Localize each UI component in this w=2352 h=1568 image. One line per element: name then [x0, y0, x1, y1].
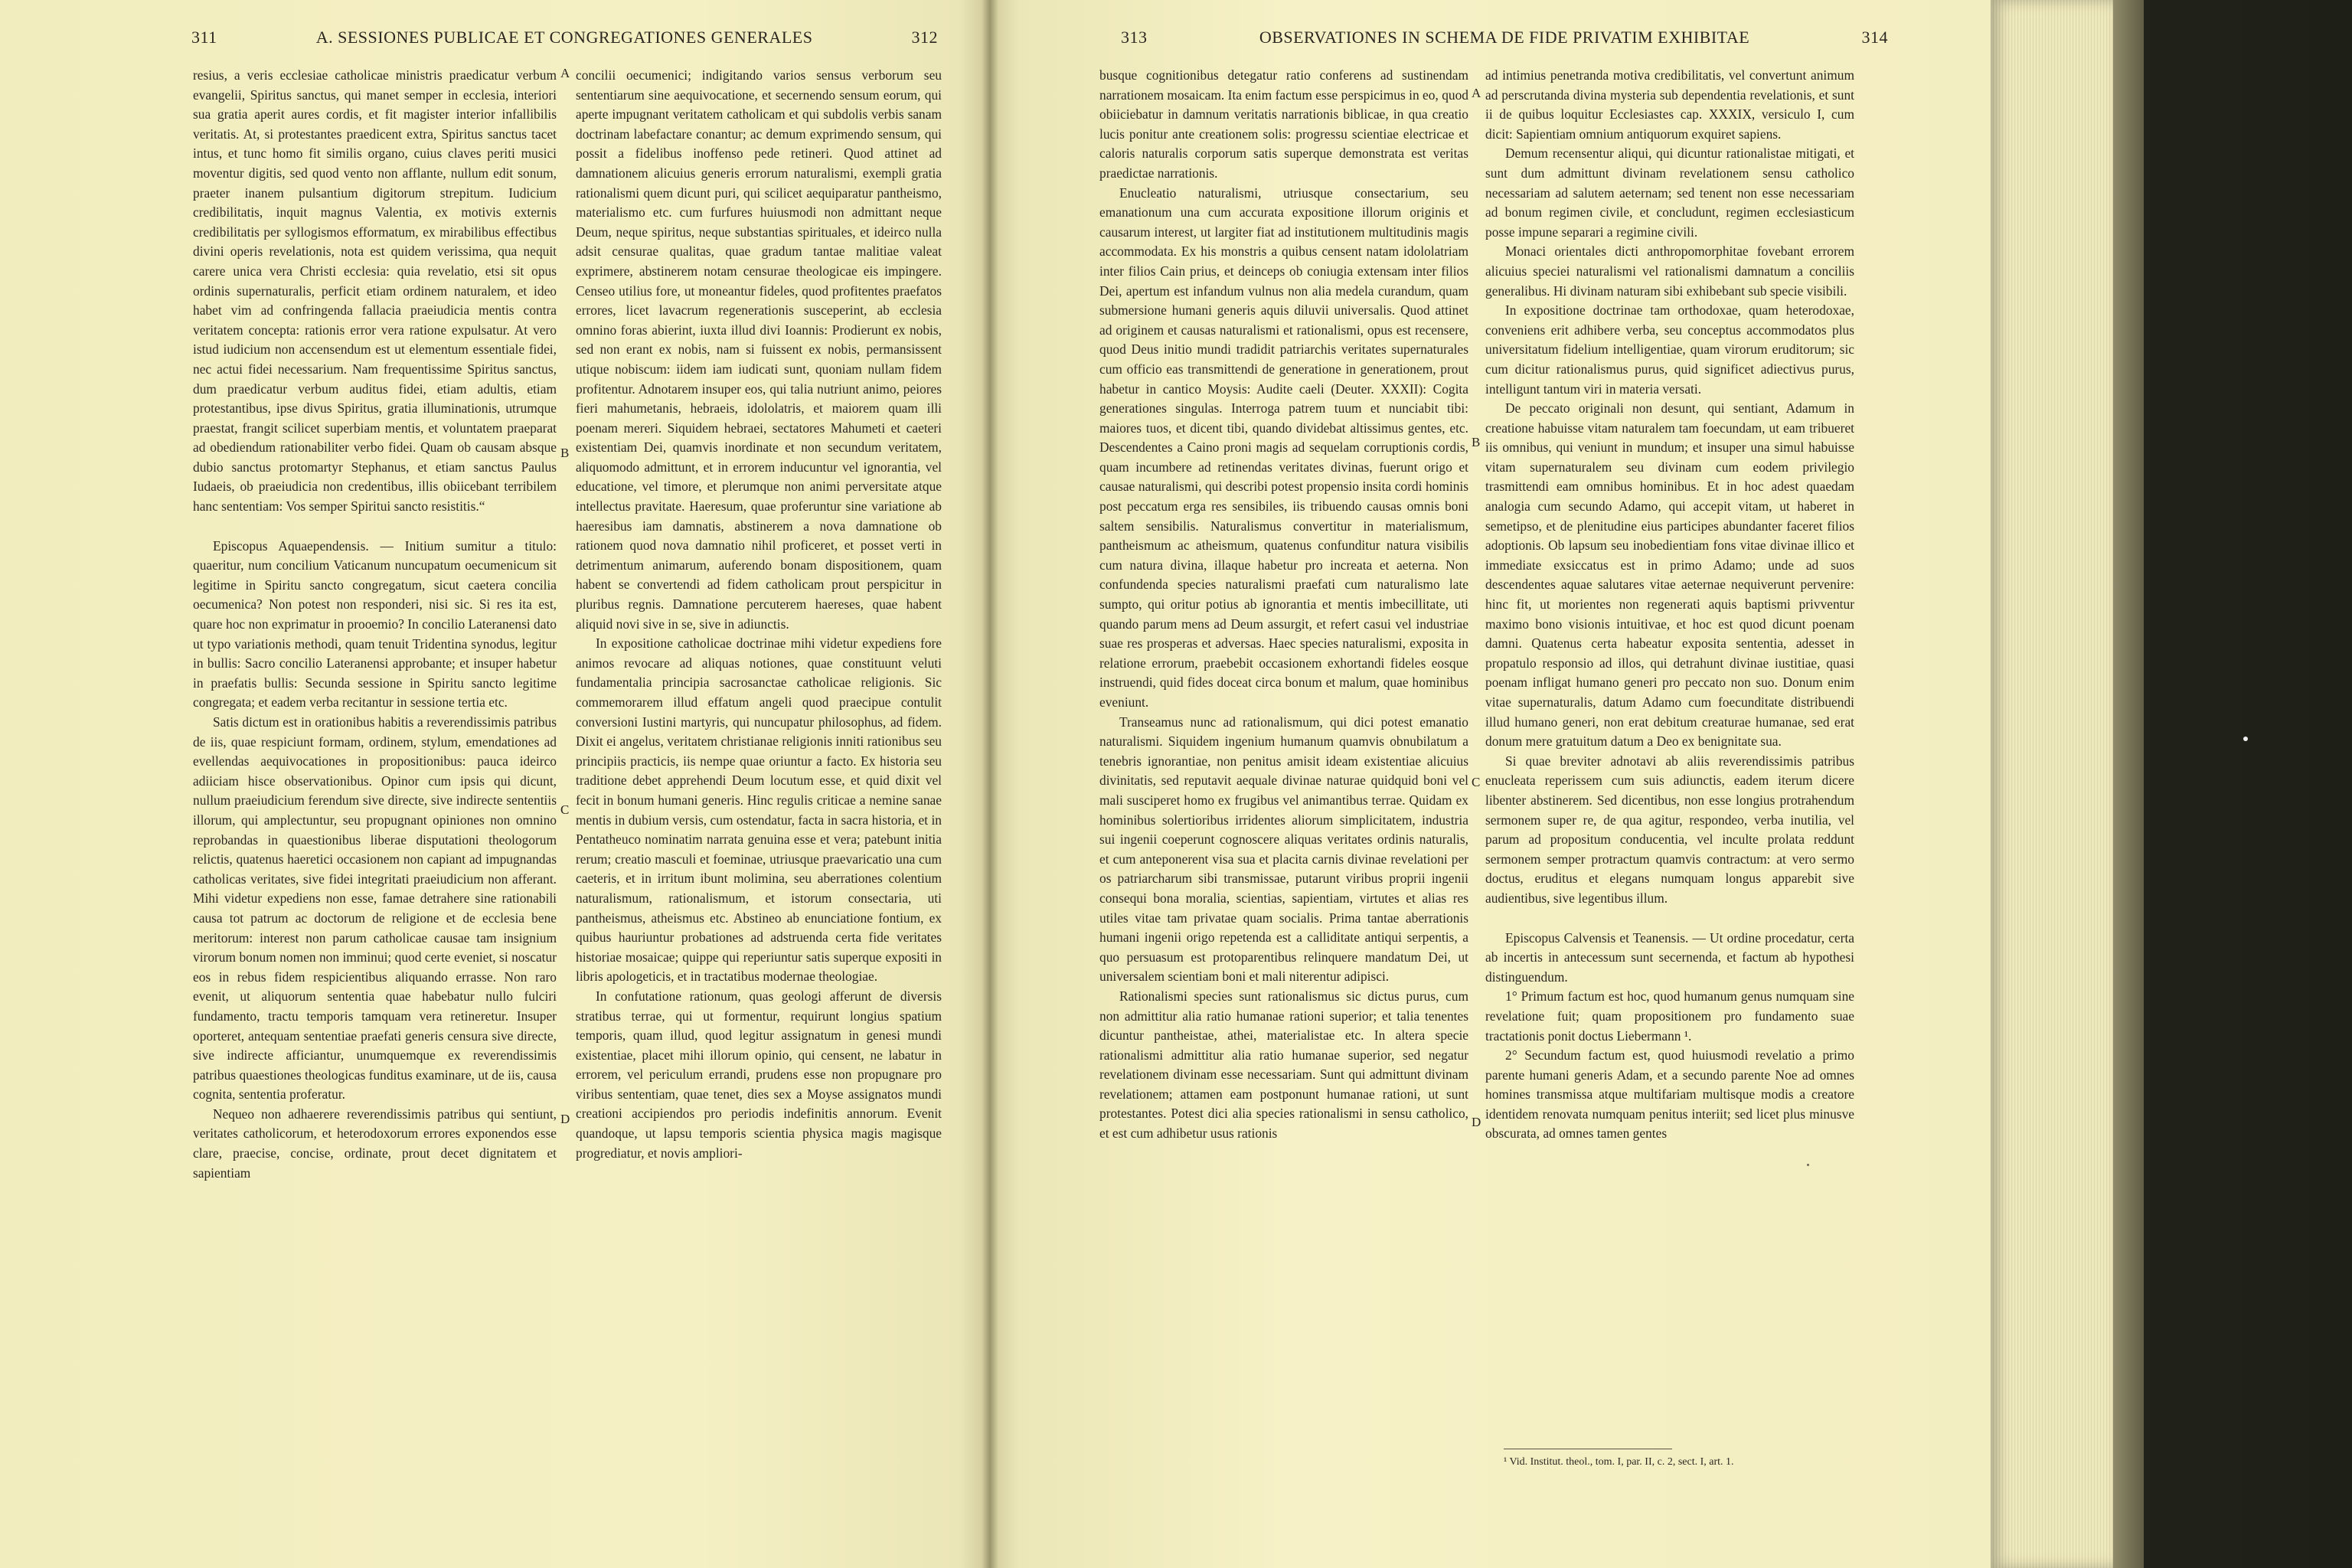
paragraph: ad intimius penetranda motiva credibilitatis, vel convertunt animum ad perscrutanda divina mysteria sub dependentia revelationis, et sunt ii de quibus loquitur Ecclesiastes cap. XXXIX, versiculo I, cum dicit: Sapientiam omnium antiquorum exquiret sapiens.	[1485, 67, 1854, 142]
paragraph: concilii oecumenici; indigitando varios sensus verborum seu sententiarum sine aequivocatione, et secernendo sensum eorum, qui aperte impugnant veritatem catholicam et qui subdolis verbis sanam doctrinam labefactare conantur; ac demum exprimendo sensum, qui possit a fidelibus inoffenso pede retineri. Quod attinet ad damnationem alicuius generis errorum naturalismi, exempli gratia rationalismi quem dicunt puri, qui scilicet aequiparatur pantheismo, materialismo etc. cum furfures huiusmodi non admittant neque Deum, neque spiritus, neque substantias spirituales, et ideirco nulla adsit censurae qualitas, quae gradum tantae malitiae valeat exprimere, abstinerem notam censurae theologicae eis impingere. Censeo utilius fore, ut moneantur fideles, quod profitentes praefatos errores, licet lavacrum regenerationis susceperint, ab ecclesia omnino foras abierint, iuxta illud divi Ioannis: Prodierunt ex nobis, sed non erant ex nobis, nam si fuissent ex nobis, permansissent utique nobiscum: iidem iam iudicati sunt, quoniam nullam fidem profitentur. Adnotarem insuper eos, qui talia nutriunt animo, peiores fieri mahumetanis, hebraeis, idololatris, et maiorem quam illi poenam mereri. Siquidem hebraei, sectatores Mahumeti et caeteri existentiam Dei, quamvis inordinate et non secundum veritatem, aliquomodo admittunt, et in errorem inducuntur vel ignorantia, vel educatione, vel timore, et plerumque non animi perversitate atque intellectus pravitate. Haeresum, quae proferuntur sine variatione ab haeresibus iam damnatis, abstinerem a nova damnatione ob rationem quod nova damnatio nihil proficeret, et posset verti in detrimentum animarum, auferendo bonam dispositionem, quam habent se convertendi ad fidem catholicam prout perspicitur in pluribus regnis. Damnatione percuterem haereses, quae habent aliquid novi sive in se, sive in adiunctis.	[576, 67, 942, 632]
paragraph: Demum recensentur aliqui, qui dicuntur rationalistae mitigati, et sunt dum admittunt divinam revelationem sensu catholico necessariam ad salutem aeternam; sed tenent non esse necessariam ad bonum regimen civile, et concludunt, regimen ecclesiasticum posse impune separari a regimine civili.	[1485, 145, 1854, 240]
page-number-311: 311	[191, 28, 217, 47]
left-running-header	[191, 28, 938, 58]
paragraph: Transeamus nunc ad rationalismum, qui dici potest emanatio naturalismi. Siquidem ingenium humanum quamvis obnubilatum a tenebris ignorantiae, non penitus amisit ideam existentiae alicuius divinitatis, sed reputavit aequale divinae naturae quidquid boni vel mali susciperet homo ex frugibus vel animantibus terrae. Quidam ex hominibus solertioribus irridentes aliorum simplicitatem, industria sui ingenii coeperunt cognoscere aliquas veritates ordinis naturalis, et cum anteponerent visa sua et placita carnis divinae revelationi per os patriarcharum sibi transmissae, putarunt viribus proprii ingenii consequi bona moralia, scientias, sapientiam, virtutes et alias res utiles vitae tam privatae quam socialis. Prima tantae aberrationis humani ingenii origo repetenda est a calliditate antiqui serpentis, a quo persuasum est protoparentibus relinquere mandatum Dei, ut universalem scientiam boni et mali niterentur adipisci.	[1099, 714, 1468, 985]
book-gutter	[982, 0, 998, 1568]
page-number-313: 313	[1121, 28, 1148, 47]
paragraph: 1° Primum factum est hoc, quod humanum genus numquam sine revelatione fuit; quam propositionem pro fundamento suae tractationis ponit doctus Liebermann ¹.	[1485, 988, 1854, 1044]
page-number-314: 314	[1861, 28, 1888, 47]
paragraph: Enucleatio naturalismi, utriusque consectarium, seu emanationum una cum accurata expositione illorum originis et causarum interest, ut largiter fiat ad institutionem multitudinis magis accommodata. Ex his monstris a quibus censent natam idololatriam inter filios Cain prius, et deinceps ob coniugia extensam inter filios Dei, apertum est infandum vulnus non alia medela curandum, quam submersione humani generis aquis diluvii universalis. Quod attinet ad originem et causas naturalismi et rationalismi, opus est recensere, quod Deus initio mundi tradidit patriarchis veritates supernaturales cum officio eas transmittendi de generatione in generationem, prout habetur in cantico Moysis: Audite caeli (Deuter. XXXII): Cogita generationes singulas. Interroga patrem tuum et nunciabit tibi: maiores tuos, et dicent tibi, quando dividebat altissimus gentes, etc. Descendentes a Caino proni magis ad sequelam corruptionis cordis, quam incumbere ad retinendas veritates divinas, fuerunt origo et causae naturalismi, qui describi potest propensio insita cordi hominis post peccatum erga res sensibiles, iis tribuendo causas omnis boni saltem sensibilis. Naturalismus convertitur in materialismum, pantheismum ac atheismum, quatenus confunditur natura visibilis cum natura divina, illaque habetur pro increata et aeterna. Non confundenda species naturalismi praefati cum naturalismo late sumpto, qui oritur potius ab ignorantia et mentis imbecillitate, uti quando parum mens ad Deum assurgit, et refert casui vel industriae suae res prosperas et adversas. Haec species naturalismi, exposita in relatione errorum, praebebit occasionem exhortandi fideles eosque instruendi, quid fides doceat circa bonum et malum, quae hominibus eveniunt.	[1099, 185, 1468, 710]
right-running-title: OBSERVATIONES IN SCHEMA DE FIDE PRIVATIM EXHIBITAE	[1259, 28, 1750, 47]
paragraph: In expositione catholicae doctrinae mihi videtur expediens fore animos revocare ad aliquas notiones, quae constituunt veluti fundamentalia principia sacrosanctae catholicae religionis. Sic commemorarem illud effatum angeli quod praecipue contulit conversioni Iustini martyris, qui nuncupatur philosophus, ad fidem. Dixit ei angelus, veritatem christianae religionis inniti rationibus seu principiis practicis, iis nempe quae oriuntur a facto. Ex historia seu traditione debet apprehendi Deum locutum esse, et quid dixit vel fecit in bonum humani generis. Hinc regulis criticae a nemine sanae mentis in dubium versis, cum ostendatur, facta in sacra historia, et in Pentatheuco nominatim narrata genuina esse et vera; patebunt initia rerum; creatio masculi et foeminae, utriusque praevaricatio una cum caeteris, et in irritum ibunt molimina, seu aberrationes colentium naturalismum, rationalismum, et istorum consectaria, uti pantheismus, atheismus etc. Abstineo ab enunciatione fontium, ex quibus hauriuntur probationes ad adstruenda certa fide veritates historiae mosaicae; quippe qui reperiuntur satis superque expositi in libris apologeticis, et in tractatibus modernae theologiae.	[576, 635, 942, 985]
margin-marker-b: B	[1472, 435, 1481, 449]
margin-marker-c: C	[560, 802, 570, 817]
page-edges	[1991, 0, 2113, 1568]
page-number-312: 312	[911, 28, 938, 47]
right-page	[989, 0, 1991, 1568]
paragraph: Monaci orientales dicti anthropomorphitae fovebant errorem alicuius speciei naturalismi vel rationalismi damnatum a conciliis generalibus. Hi divinam naturam sibi exhibebant sub specie visibili.	[1485, 243, 1854, 299]
paragraph: busque cognitionibus detegatur ratio conferens ad sustinendam narrationem mosaicam. Ita enim factum esse perspicimus in eo, quod obiiciebatur in damnum veritatis narrationis biblicae, in qua creatio lucis ponitur ante creationem solis: progressu scientiae electricae et caloris naturalis corporum satis superque demonstrata est veritas praedictae narrationis.	[1099, 67, 1468, 181]
margin-marker-a: A	[560, 66, 570, 80]
margin-marker-d: D	[1472, 1115, 1481, 1129]
right-column-b	[1485, 66, 1854, 1144]
paragraph: resius, a veris ecclesiae catholicae ministris praedicatur verbum evangelii, Spiritus sanctus, qui manet semper in ecclesia, interiori sua gratia aperit aures cordis, et fit magister interior infallibilis veritatis. At, si protestantes praedicent extra, Spiritus sanctus tacet intus, et tunc homo fit similis organo, cuius claves periti musici moventur digitis, sed quod vento non afflante, nullum edit sonum, praeter inanem pulsantium digitorum strepitum. Iudicium credibilitatis, inquit magnus Valentia, ex motivis externis credibilitatis per syllogismos efformatum, ex mirabilibus effectibus divini operis revelationis, nota est quidem verissima, qua nequit carere unica vera Christi ecclesia: quia revelatio, etsi sit opus ordinis supernaturalis, perficit etiam ordinem naturalem, et ideo habet vim ad confringenda fallacia praeiudicia mentis contra veritatem concepta: rationis error vera ratione expulsatur. At vero istud iudicium non accensendum est ut elementum essentiale fidei, nec actui fidei necessarium. Nam frequentissime Spiritus sanctus, dum praedicatur verbum auditus fidei, etiam adultis, etiam protestantibus, ipse divus Spiritus, gratia illuminationis, utrumque praestat, frangit scilicet superbiam mentis, et voluntatem praeparat ad obediendum rationabiliter verbo fidei. Quam ob causam absque dubio sanctus protomartyr Stephanus, et etiam sanctus Paulus Iudaeis, ob praeiudicia non credentibus, illis obiicebant terribilem hanc sententiam: Vos semper Spiritui sancto resistitis.“	[193, 67, 557, 514]
margin-marker-c: C	[1472, 775, 1481, 789]
book-cover-edge	[2113, 0, 2144, 1568]
paragraph: Episcopus Aquaependensis. — Initium sumitur a titulo: quaeritur, num concilium Vaticanum nuncupatum oecumenicum sit legitime in Spiritu sancto congregatum, sicut caetera concilia oecumenica? Non potest non responderi, nisi sic. Si res ita est, quare hoc non exprimatur in prooemio? In concilio Lateranensi dato ut typo variationis methodi, quam tenuit Tridentina synodus, legitur in bullis: Sacro concilio Lateranensi approbante; et insuper habetur in praefatis bullis: Secunda sessione in Spiritu sancto legitime congregata; et eadem verba recitantur in sessione tertia etc.	[193, 537, 557, 710]
left-column-b	[576, 66, 942, 1163]
dust-speck	[1807, 1164, 1809, 1166]
right-column-a	[1099, 66, 1468, 1144]
paragraph: Episcopus Calvensis et Teanensis. — Ut ordine procedatur, certa ab incertis in antecessum sunt secernenda, et factum ab hypothesi distinguendum.	[1485, 929, 1854, 985]
paragraph: Satis dictum est in orationibus habitis a reverendissimis patribus de iis, quae respiciunt formam, ordinem, stylum, emendationes ad evellendas aequivocationes in propositionibus: pauca ideirco adiiciam hisce observationibus. Opinor cum ipsis qui dicunt, nullum praeiudicium ferendum sive directe, sive indirecte sententiis illorum, qui amplectuntur, seu propugnant opiniones non omnino reprobandas in quaestionibus liberae disputationi theologorum relictis, quatenus haeretici occasionem non capiant ad impugnandas catholicas veritates, sive fidei integritati praeiudicium non afferant. Mihi videtur expediens non esse, famae detrahere sine rationabili causa tot patrum ac doctorum de religione et de ecclesia bene meritorum: interest non parum catholicae causae tam insignium virorum bonum nomen non imminui; quod certe eveniet, si noscatur eos in rebus fidem respicientibus aliquando errasse. Non raro evenit, ut aliquorum sententia quae habebatur nullo fulciri fundamento, tractu temporis tamquam vera retineretur. Insuper oporteret, antequam sententiae praefati generis censura sive directe, sive indirecte afficiantur, unumquemque ex reverendissimis patribus quaestiones theologicas funditus examinare, ut de iis, causa cognita, sententia proferatur.	[193, 714, 557, 1102]
paragraph: Nequeo non adhaerere reverendissimis patribus qui sentiunt, veritates catholicorum, et heterodoxorum errores exponendos esse clare, praecise, concise, ordinate, prout decet dignitatem et sapientiam	[193, 1106, 557, 1181]
paragraph: De peccato originali non desunt, qui sentiant, Adamum in creatione habuisse vitam naturalem tam foecundam, ut eam tribueret iis omnibus, qui veniunt in mundum; et insuper una simul habuisse vitam supernaturalem seu divinam cum eodem privilegio trasmittendi eam omnibus hominibus. Et in hoc adest quaedam analogia cum secundo Adamo, qui accepit vitam, ut haberet in semetipso, et de plenitudine eius participes abundanter faceret filios adoptionis. Ob lapsum seu inobedientiam fons vitae divinae illico et immediate exsiccatus est in primo Adamo; unde ad suos descendentes aquae salutares vitae aeternae nequiverunt pervenire: hinc fit, ut morientes non regenerati aquis baptismi privventur maximo bono visionis intuitivae, et hoc est quod dicunt poenam damni. Quatenus certa habeatur exposita sententia, adesset in propatulo responsio ad illos, qui detrahunt divinae iustitiae, quasi poenam infligat humano generi pro peccato non suo. Donum enim vitae supernaturalis, datum Adamo cum foecunditate distribuendi illud humano generi, non erat debitum creaturae humanae, sed erat donum mere gratuitum datum a Deo ex benignitate sua.	[1485, 400, 1854, 750]
paragraph: In expositione doctrinae tam orthodoxae, quam heterodoxae, conveniens erit adhibere verba, seu conceptus accommodatos plus universitatum fidelium intelligentiae, quam virorum eruditorum; sic cum dicitur rationalismus purus, quid significet adiectivus purus, intelligunt tantum viri in materia versati.	[1485, 302, 1854, 397]
right-running-header	[1121, 28, 1888, 58]
paragraph: In confutatione rationum, quas geologi afferunt de diversis stratibus terrae, qui ut formentur, requirunt longius spatium temporis, quam illud, quod legitur assignatum in genesi mundi existentiae, placet mihi illorum opinio, qui censent, ne labatur in errorem, vel periculum errandi, prudens esse non propugnare pro viribus sententiam, quae tenet, dies sex a Moyse assignatos mundi creationi accipiendos pro periodis indefinitis annorum. Evenit quandoque, ut lapsu temporis scientia physica magis magisque progrediatur, et novis ampliori-	[576, 988, 942, 1161]
left-running-title: A. SESSIONES PUBLICAE ET CONGREGATIONES GENERALES	[315, 28, 813, 47]
paragraph: Rationalismi species sunt rationalismus sic dictus purus, cum non admittitur alia ratio humanae rationi superior; et talia tenentes dicuntur pantheistae, athei, materialistae etc. In altera specie rationalismi admittitur alia ratio humanae superior, sed negatur revelationem divinam esse necessariam. Sunt qui admittunt divinam revelationem; attamen eam postponunt humanae rationi, ut sunt protestantes. Potest dici alia species rationalismi in sensu catholico, et est cum adhibetur usus rationis	[1099, 988, 1468, 1142]
margin-marker-a: A	[1472, 86, 1481, 100]
paragraph: Si quae breviter adnotavi ab aliis reverendissimis patribus enucleata reperissem cum suis adiunctis, eadem iterum dicere libenter abstinerem. Sed dicentibus, non esse longius protrahendum sermonem super re, de qua agitur, respondeo, verba inutilia, vel parum ad propositum conducentia, vel inculte prolata reddunt sermonem semper protractum quamvis contractum: at vero sermo doctus, eruditus et elegans numquam longus apparebit sive audientibus, sive legentibus illum.	[1485, 753, 1854, 906]
left-column-a	[193, 66, 557, 1183]
margin-marker-d: D	[560, 1112, 570, 1126]
dust-speck	[2243, 737, 2248, 741]
footnote: ¹ Vid. Institut. theol., tom. I, par. II, c. 2, sect. I, art. 1.	[1504, 1456, 1734, 1468]
paragraph: 2° Secundum factum est, quod huiusmodi revelatio a primo parente humani generis Adam, et a secundo parente Noe ad omnes homines transmissa atque multifariam multisque modis a creatore identidem renovata numquam penitus interiit; sed licet plus minusve obscurata, ad omnes tamen gentes	[1485, 1047, 1854, 1142]
margin-marker-b: B	[560, 446, 570, 460]
left-page	[0, 0, 989, 1568]
